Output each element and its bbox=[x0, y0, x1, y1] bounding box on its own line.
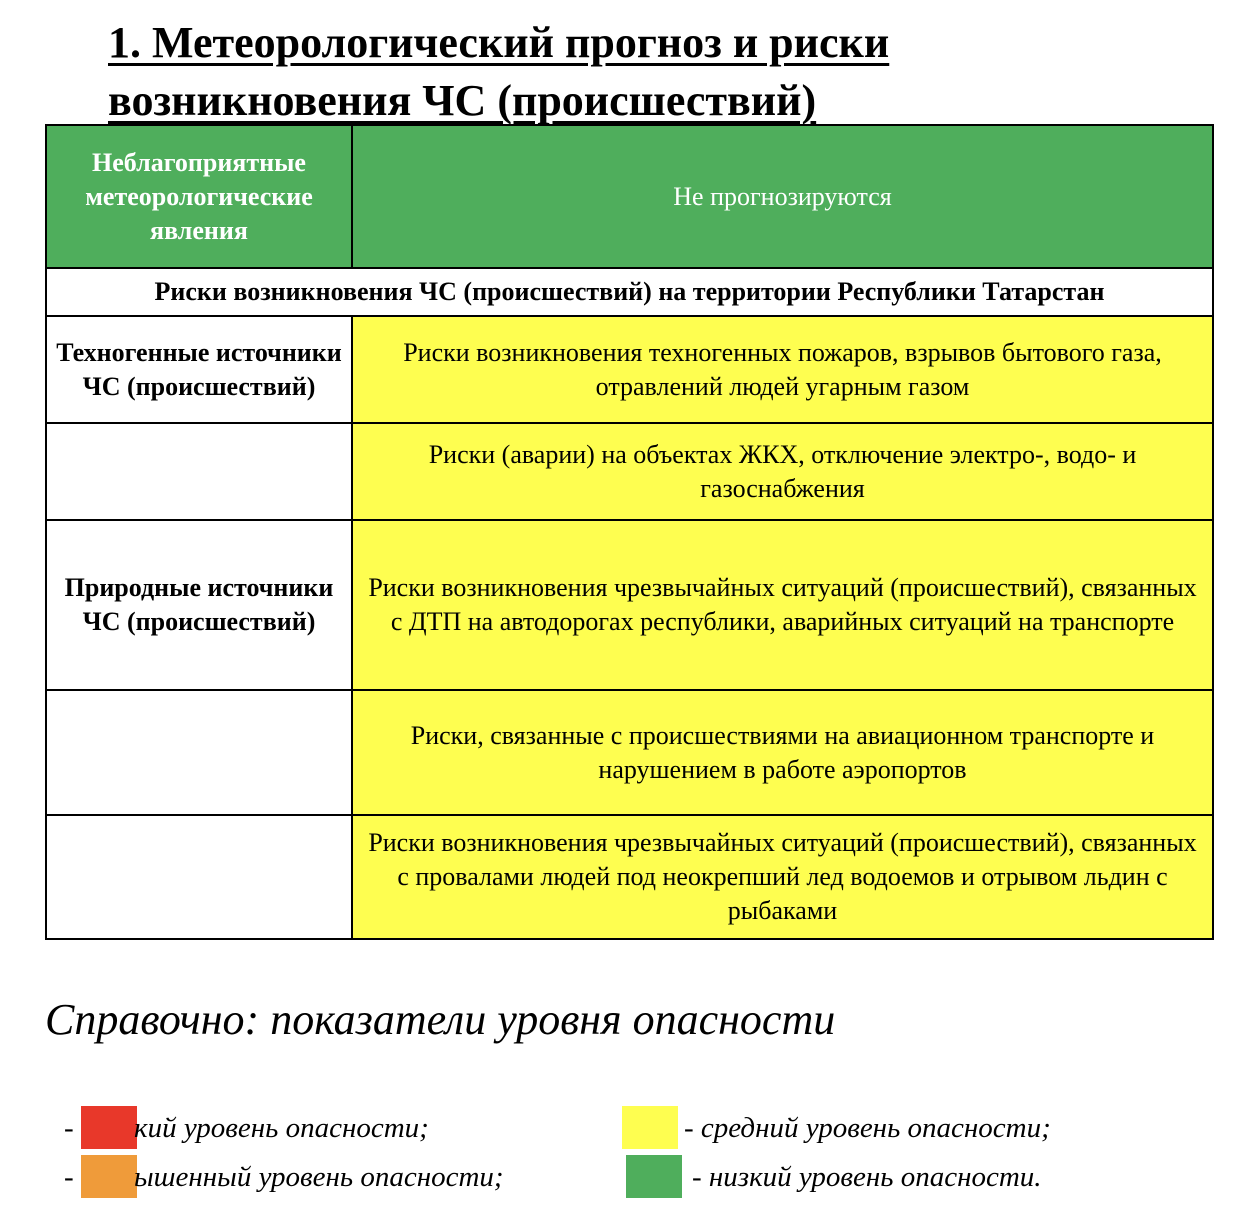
header-cell-phenomena: Неблагоприятные метеорологические явления bbox=[46, 125, 352, 268]
category-cell bbox=[46, 690, 352, 815]
reference-title: Справочно: показатели уровня опасности bbox=[45, 995, 836, 1044]
category-cell bbox=[46, 423, 352, 520]
header-cell-forecast: Не прогнозируются bbox=[352, 125, 1213, 268]
legend-text: - низкий уровень опасности. bbox=[692, 1161, 1042, 1193]
legend-text: - средний уровень опасности; bbox=[684, 1112, 1051, 1144]
risk-table bbox=[45, 124, 1214, 940]
legend-item-low bbox=[622, 1155, 1122, 1199]
table-row bbox=[46, 423, 1213, 520]
risk-cell: Риски возникновения чрезвычайных ситуаций (происшествий), связанных с ДТП на автодорогах республики, аварийных ситуаций на транспорте bbox=[352, 520, 1213, 690]
category-cell bbox=[46, 815, 352, 939]
legend-text: ышенный уровень опасности; bbox=[134, 1161, 504, 1193]
risk-cell: Риски возникновения чрезвычайных ситуаций (происшествий), связанных с провалами людей под неокрепший лед водоемов и отрывом льдин с рыбаками bbox=[352, 815, 1213, 939]
category-cell: Техногенные источники ЧС (происшествий) bbox=[46, 316, 352, 423]
legend-swatch-orange bbox=[81, 1155, 137, 1198]
legend-item-high bbox=[64, 1106, 564, 1150]
table-row bbox=[46, 520, 1213, 690]
table-header-row bbox=[46, 125, 1213, 268]
category-cell: Природные источники ЧС (происшествий) bbox=[46, 520, 352, 690]
legend-swatch-yellow bbox=[622, 1106, 678, 1149]
legend-swatch-red bbox=[81, 1106, 137, 1149]
legend-dash: - bbox=[64, 1112, 74, 1144]
legend-item-elevated bbox=[64, 1155, 564, 1199]
table-row bbox=[46, 316, 1213, 423]
risk-cell: Риски возникновения техногенных пожаров, взрывов бытового газа, отравлений людей угарным газом bbox=[352, 316, 1213, 423]
legend-text: кий уровень опасности; bbox=[134, 1112, 429, 1144]
legend-item-medium bbox=[622, 1106, 1122, 1150]
table-subheader-row bbox=[46, 268, 1213, 316]
table-row bbox=[46, 815, 1213, 939]
page-title: 1. Метеорологический прогноз и риски возникновения ЧС (происшествий) bbox=[108, 18, 890, 125]
legend-swatch-green bbox=[626, 1155, 682, 1198]
risk-cell: Риски, связанные с происшествиями на авиационном транспорте и нарушением в работе аэропортов bbox=[352, 690, 1213, 815]
legend-dash: - bbox=[64, 1161, 74, 1193]
table-row bbox=[46, 690, 1213, 815]
table-subheader: Риски возникновения ЧС (происшествий) на территории Республики Татарстан bbox=[46, 268, 1213, 316]
risk-cell: Риски (аварии) на объектах ЖКХ, отключение электро-, водо- и газоснабжения bbox=[352, 423, 1213, 520]
